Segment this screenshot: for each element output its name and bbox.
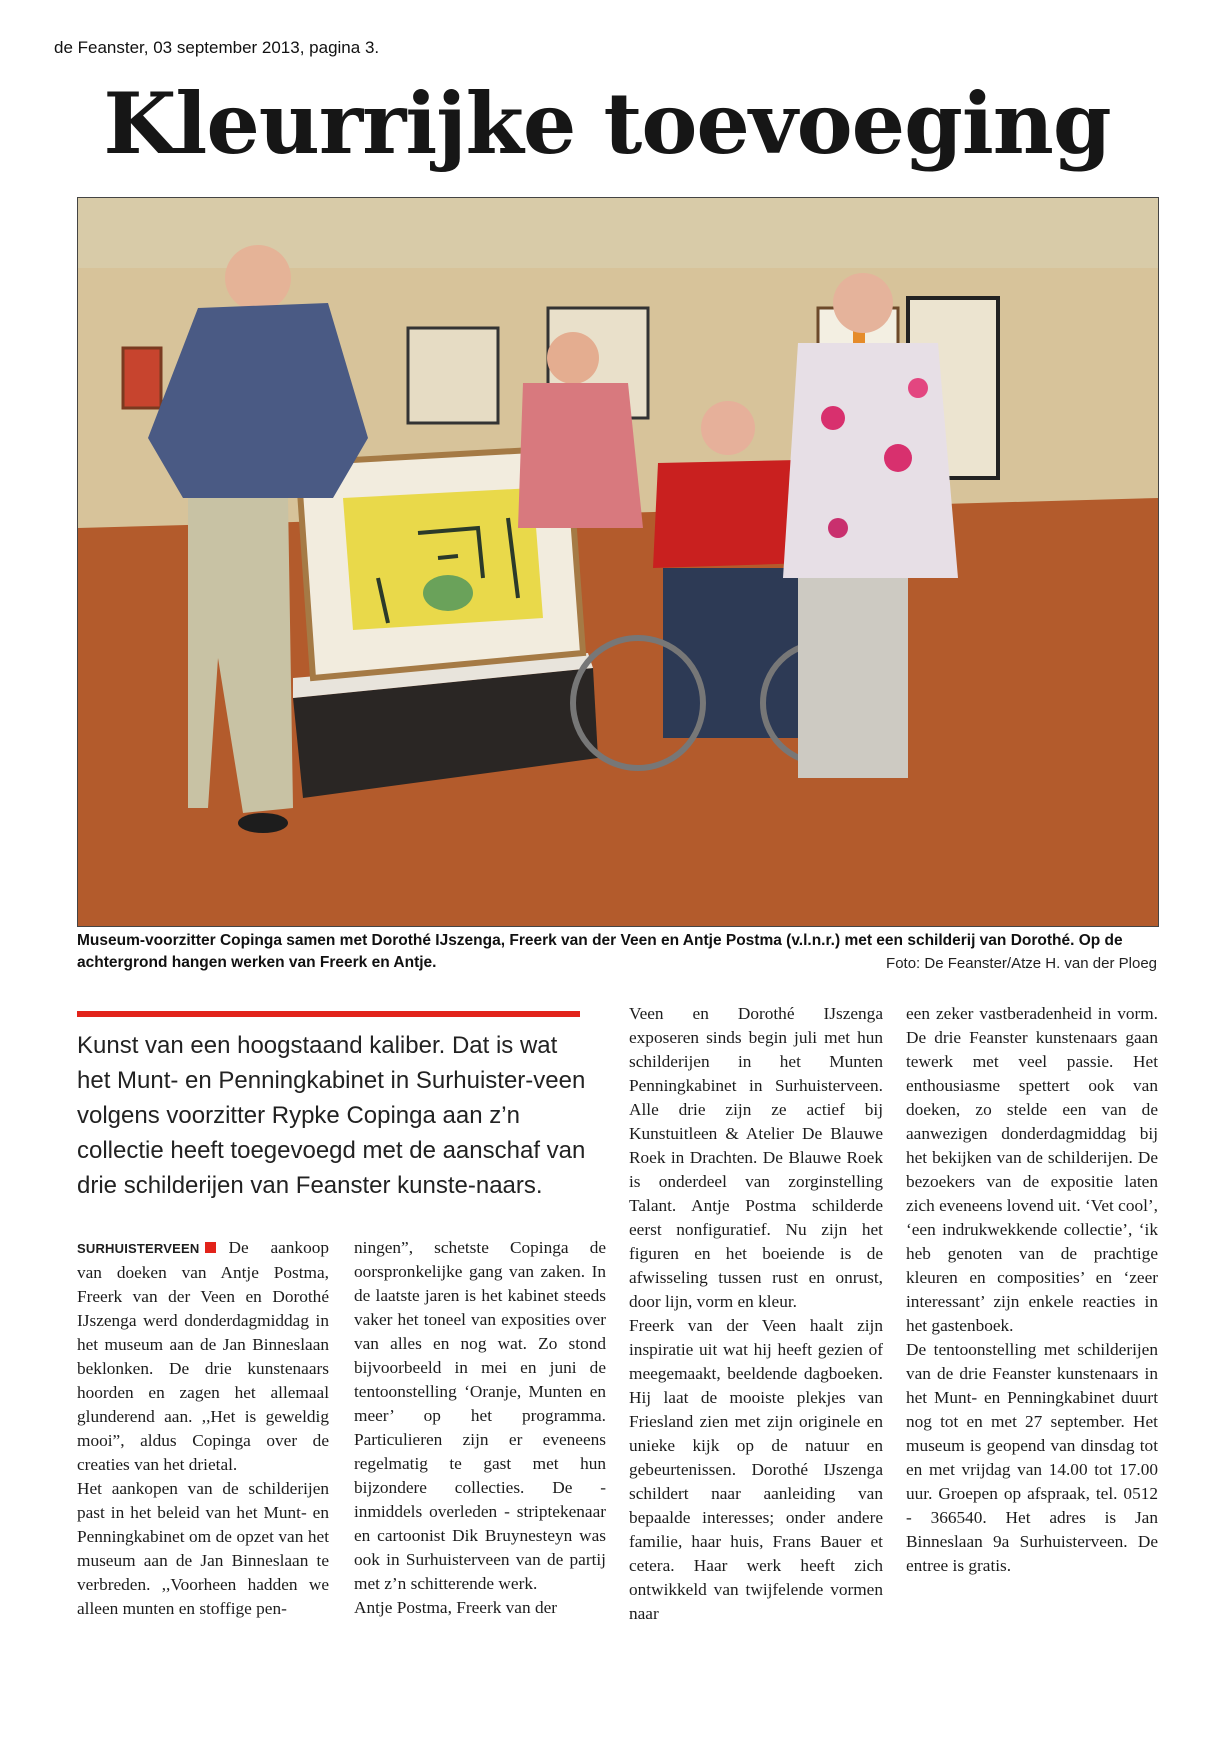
col3-paragraph-2: Freerk van der Veen haalt zijn inspiratie uit wat hij heeft gezien of meegemaakt, beeldende dagboeken. Hij laat de mooiste plekjes van Friesland zien met zijn originele en unieke kijk op de natuur en gebeurtenissen. Dorothé IJszenga schildert naar aanleiding van bepaalde interesses; onder andere familie, haar huis, Frans Bauer et cetera. Haar werk heeft zich ontwikkeld van twijfelende vormen naar <box>629 1316 883 1623</box>
accent-rule <box>77 1011 580 1017</box>
article-intro: Kunst van een hoogstaand kaliber. Dat is wat het Munt- en Penningkabinet in Surhuister-veen volgens voorzitter Rypke Copinga aan z’n collectie heeft toegevoegd met de aanschaf van drie schilderijen van Feanster kunste-naars. <box>77 1032 586 1199</box>
photo-credit: Foto: De Feanster/Atze H. van der Ploeg <box>886 955 1157 972</box>
col4-paragraph-2: De tentoonstelling met schilderijen van de drie Feanster kunstenaars in het Munt- en Penningkabinet duurt nog tot en met 27 september. Het museum is geopend van dinsdag tot en met vrijdag van 14.00 tot 17.00 uur. Groepen op afspraak, tel. 0512 - 366540. Het adres is Jan Binneslaan 9a Surhuisterveen. De entree is gratis. <box>906 1340 1158 1575</box>
red-bullet-icon <box>205 1242 216 1253</box>
article-place: SURHUISTERVEEN <box>77 1241 200 1256</box>
col4-paragraph: een zeker vastberadenheid in vorm. De drie Feanster kunstenaars gaan tewerk met veel passie. Het enthousiasme spettert ook van doeken, zo stelde een van de aanwezigen donderdagmiddag bij het bekijken van de schilderijen. De bezoekers van de expositie laten zich eveneens lovend uit. ‘Vet cool’, ‘een indrukwekkende collectie’, ‘ik heb genoten van de prachtige kleuren en composities’ en ‘zeer interessant’ zijn enkele reacties in het gastenboek. <box>906 1004 1158 1335</box>
article-photo <box>77 197 1159 927</box>
col1-paragraph-2: Het aankopen van de schilderijen past in het beleid van het Munt- en Penningkabinet om de opzet van het museum aan de Jan Binneslaan te verbreden. ,,Voorheen hadden we alleen munten en stoffige pen- <box>77 1479 329 1618</box>
body-column-4 <box>906 1002 1158 1578</box>
body-column-1 <box>77 1236 329 1621</box>
col2-paragraph: ningen”, schetste Copinga de oorspronkelijke gang van zaken. In de laatste jaren is het kabinet steeds vaker het toneel van exposities over van alles en nog wat. Zo stond bijvoorbeeld in mei en juni de tentoonstelling ‘Oranje, Munten en meer’ op het programma. Particulieren zijn er eveneens regelmatig te gast met hun bijzondere collecties. De - inmiddels overleden - striptekenaar en cartoonist Dik Bruynesteyn was ook in Surhuisterveen van de partij met z’n schitterende werk. <box>354 1238 606 1593</box>
photo-caption: Museum-voorzitter Copinga samen met Dorothé IJszenga, Freerk van der Veen en Antje Postma (v.l.n.r.) met een schilderij van Dorothé. Op de achtergrond hangen werken van Freerk en Antje. <box>77 932 1123 971</box>
col2-paragraph-2: Antje Postma, Freerk van der <box>354 1598 558 1617</box>
article-headline: Kleurrijke toevoeging <box>103 74 1111 173</box>
col1-paragraph: De aankoop van doeken van Antje Postma, Freerk van der Veen en Dorothé IJszenga werd donderdagmiddag in het museum aan de Jan Binneslaan beklonken. De drie kunstenaars hoorden en zagen het allemaal glunderend aan. ,,Het is geweldig mooi”, aldus Copinga over de creaties van het drietal. <box>77 1238 329 1474</box>
body-column-3 <box>629 1002 883 1626</box>
col3-paragraph: Veen en Dorothé IJszenga exposeren sinds begin juli met hun schilderijen in het Munten Penningkabinet in Surhuisterveen. Alle drie zijn ze actief bij Kunstuitleen & Atelier De Blauwe Roek in Drachten. De Blauwe Roek is onderdeel van zorginstelling Talant. Antje Postma schilderde eerst nonfiguratief. Nu zijn het figuren en het boeiende is de afwisseling tussen rust en onrust, door lijn, vorm en kleur. <box>629 1004 883 1311</box>
body-column-2 <box>354 1236 606 1620</box>
publication-dateline: de Feanster, 03 september 2013, pagina 3. <box>54 38 380 57</box>
